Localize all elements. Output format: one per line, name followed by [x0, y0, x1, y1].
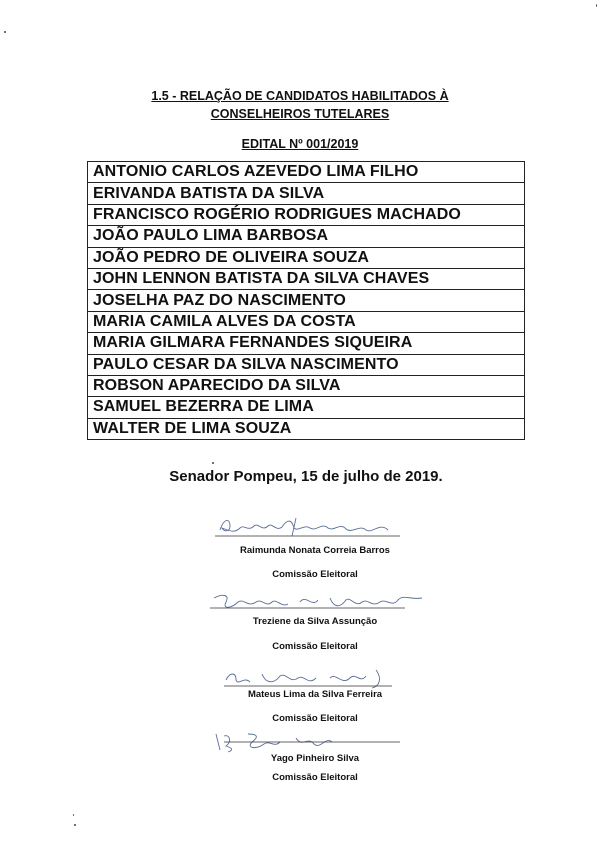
candidates-table [87, 161, 525, 440]
candidate-name: JOÃO PEDRO DE OLIVEIRA SOUZA [88, 247, 525, 268]
scan-speck [73, 814, 74, 816]
candidate-name: JOHN LENNON BATISTA DA SILVA CHAVES [88, 268, 525, 289]
signature-block [200, 512, 430, 584]
table-row [88, 354, 525, 375]
candidate-name: JOSELHA PAZ DO NASCIMENTO [88, 290, 525, 311]
table-row [88, 290, 525, 311]
candidate-name: WALTER DE LIMA SOUZA [88, 418, 525, 439]
candidate-name: ROBSON APARECIDO DA SILVA [88, 375, 525, 396]
handwritten-signature [200, 588, 430, 618]
candidate-name: SAMUEL BEZERRA DE LIMA [88, 397, 525, 418]
place-and-date: Senador Pompeu, 15 de julho de 2019. [169, 468, 443, 485]
candidate-name: FRANCISCO ROGÉRIO RODRIGUES MACHADO [88, 204, 525, 225]
table-row [88, 268, 525, 289]
title-line-1: 1.5 - RELAÇÃO DE CANDIDATOS HABILITADOS À [151, 89, 449, 103]
candidate-name: JOÃO PAULO LIMA BARBOSA [88, 226, 525, 247]
table-row [88, 311, 525, 332]
title-line-2: CONSELHEIROS TUTELARES [210, 107, 390, 121]
scan-speck [212, 462, 214, 464]
table-row [88, 162, 525, 183]
signature-block [200, 728, 430, 788]
table-row [88, 375, 525, 396]
candidate-name: MARIA GILMARA FERNANDES SIQUEIRA [88, 333, 525, 354]
signatory-role: Comissão Eleitoral [272, 569, 358, 580]
signature-block [200, 588, 430, 660]
table-row [88, 333, 525, 354]
edital-number: EDITAL Nº 001/2019 [241, 137, 359, 151]
table-row [88, 418, 525, 439]
signatory-role: Comissão Eleitoral [272, 772, 358, 783]
scan-speck [74, 824, 76, 826]
table-row [88, 226, 525, 247]
scan-speck [596, 4, 597, 7]
candidate-name: MARIA CAMILA ALVES DA COSTA [88, 311, 525, 332]
signatory-name: Mateus Lima da Silva Ferreira [247, 689, 383, 700]
signatory-role: Comissão Eleitoral [272, 713, 358, 724]
table-row [88, 397, 525, 418]
table-row [88, 204, 525, 225]
signatory-name: Raimunda Nonata Correia Barros [240, 545, 390, 556]
handwritten-signature [200, 512, 430, 542]
signature-block [200, 664, 430, 736]
scan-speck [4, 31, 6, 33]
table-row [88, 183, 525, 204]
signatory-name: Yago Pinheiro Silva [270, 753, 360, 764]
candidate-name: ERIVANDA BATISTA DA SILVA [88, 183, 525, 204]
table-row [88, 247, 525, 268]
candidate-name: ANTONIO CARLOS AZEVEDO LIMA FILHO [88, 162, 525, 183]
candidate-name: PAULO CESAR DA SILVA NASCIMENTO [88, 354, 525, 375]
signatory-role: Comissão Eleitoral [272, 641, 358, 652]
signatory-name: Treziene da Silva Assunção [252, 616, 378, 627]
